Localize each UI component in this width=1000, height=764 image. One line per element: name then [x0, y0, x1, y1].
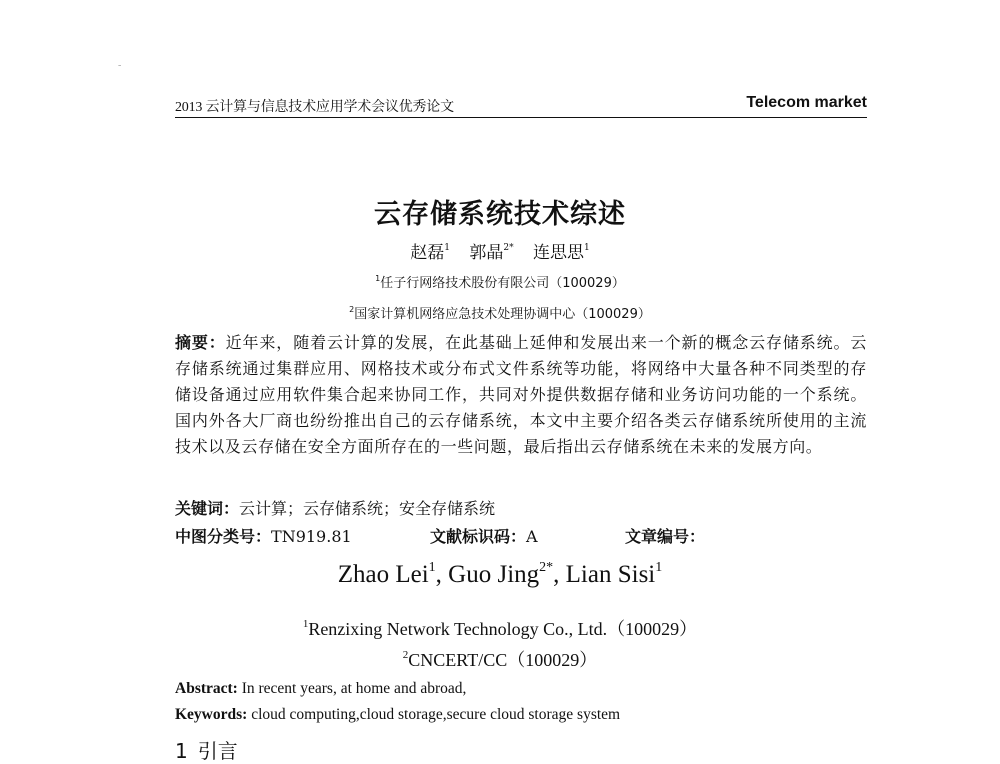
keywords-en-text: cloud computing,cloud storage,secure cloud storage system [251, 706, 621, 723]
author-en: Lian Sisi$^1$ [565, 560, 663, 588]
authors-en: Zhao Lei$^1$, Guo Jing$^{2*}$, Lian Sisi$^1$ [337, 560, 663, 588]
affiliation-cn-1: $^1$任子行网络技术股份有限公司（100029） [375, 274, 625, 291]
section-title: 引言 [197, 739, 238, 763]
author-en: Guo Jing$^{2*}$ [448, 560, 554, 588]
abstract-cn [175, 330, 867, 460]
section-heading [175, 735, 238, 764]
paper-title: 云存储系统技术综述 [374, 199, 626, 230]
keywords-cn-label: 关键词： [175, 499, 240, 518]
keywords-cn-text: 云计算；云存储系统；安全存储系统 [239, 499, 496, 518]
abstract-cn-text: 近年来，随着云计算的发展，在此基础上延伸和发展出来一个新的概念云存储系统。云存储系统通过集群应用、网格技术或分布式文件系统等功能，将网络中大量各种不同类型的存储设备通过应用软件集合起来协同工作，共同对外提供数据存储和业务访问功能的一个系统。国内外各大厂商也纷纷推出自己的云存储系统，本文中主要介绍各类云存储系统所使用的主流技术以及云存储在安全方面所存在的一些问题，最后指出云存储系统在未来的发展方向。 [175, 333, 867, 456]
authors-cn [0, 238, 1000, 263]
keywords-en [175, 706, 620, 724]
abstract-en [175, 680, 466, 698]
author-cn: 郭晶$^{2*}$ [469, 243, 514, 263]
author-en: Zhao Lei$^1$ [337, 560, 436, 588]
affiliation-en-2: $^2$CNCERT/CC（100029） [402, 649, 598, 670]
article-number: 文章编号： [625, 527, 706, 546]
keywords-cn [175, 496, 495, 519]
header-conference: 2013 云计算与信息技术应用学术会议优秀论文 [175, 100, 454, 115]
classification-line [175, 524, 867, 548]
document-code: 文献标识码：A [430, 527, 538, 546]
author-cn: 赵磊$^1$ [410, 243, 450, 263]
abstract-en-text: In recent years, at home and abroad, [241, 680, 467, 697]
header-rule [175, 117, 867, 118]
affiliation-cn-2: $^2$国家计算机网络应急技术处理协调中心（100029） [349, 305, 651, 322]
author-cn: 连思思$^1$ [533, 243, 590, 263]
abstract-en-label: Abstract: [175, 680, 238, 697]
header-journal: Telecom market [746, 94, 867, 111]
section-number: 1 [175, 739, 188, 763]
scan-mark: - [118, 60, 122, 71]
affiliation-en-1: $^1$Renzixing Network Technology Co., Ltd.（100029） [302, 618, 698, 639]
abstract-cn-label: 摘要： [175, 333, 226, 352]
keywords-en-label: Keywords: [175, 706, 248, 723]
clc-number: 中图分类号：TN919.81 [175, 527, 352, 546]
running-header [175, 94, 867, 118]
